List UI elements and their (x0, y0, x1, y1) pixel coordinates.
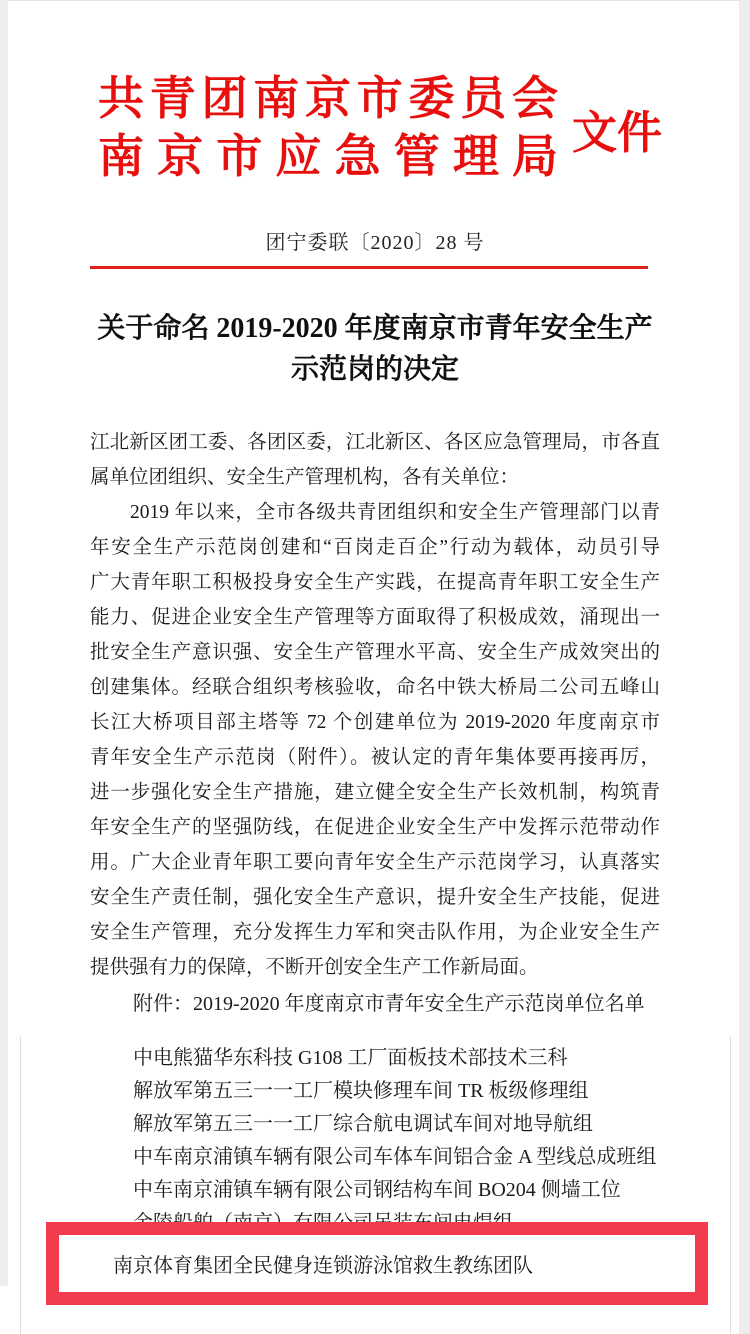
body-line: 广大青年职工积极投身安全生产实践，在提高青年职工安全生产 (90, 572, 660, 593)
screenshot-top-border (0, 0, 750, 1)
red-separator-line (90, 266, 648, 269)
body-line: 用。广大企业青年职工要向青年安全生产示范岗学习，认真落实 (90, 852, 660, 873)
document-body (90, 425, 660, 985)
body-line: 提供强有力的保障，不断开创安全生产工作新局面。 (90, 957, 539, 978)
body-line: 年安全生产示范岗创建和“百岗走百企”行动为载体，动员引导 (90, 537, 660, 558)
body-line: 青年安全生产示范岗（附件）。被认定的青年集体要再接再厉， (90, 747, 660, 768)
page-seam-left (20, 1036, 21, 1334)
document-word: 文件 (571, 107, 662, 158)
list-item: 中车南京浦镇车辆有限公司车体车间铝合金 A 型线总成班组 (133, 1146, 657, 1168)
org-name-line-2: 南京市应急管理局 (98, 131, 558, 182)
body-line: 属单位团组织、安全生产管理机构，各有关单位： (90, 467, 520, 488)
page-seam-right (730, 1036, 731, 1334)
body-line: 江北新区团工委、各团区委，江北新区、各区应急管理局，市各直 (90, 432, 660, 453)
body-line: 创建集体。经联合组织考核验收，命名中铁大桥局二公司五峰山 (90, 677, 660, 698)
page-edge-left (0, 0, 8, 1286)
list-item: 中车南京浦镇车辆有限公司钢结构车间 BO204 侧墙工位 (133, 1179, 621, 1201)
org-name-line-1: 共青团南京市委员会 (98, 73, 558, 124)
highlighted-unit-name: 南京体育集团全民健身连锁游泳馆救生教练团队 (113, 1255, 533, 1277)
body-line: 批安全生产意识强、安全生产管理水平高、安全生产成效突出的 (90, 642, 660, 663)
body-line: 能力、促进企业安全生产管理等方面取得了积极成效，涌现出一 (90, 607, 660, 628)
highlight-annotation-box (46, 1222, 708, 1305)
document-title (60, 308, 690, 390)
body-line: 年安全生产的坚强防线，在促进企业安全生产中发挥示范带动作 (90, 817, 660, 838)
attachment-unit-list (133, 1042, 678, 1240)
body-line: 安全生产管理，充分发挥生力军和突击队作用，为企业安全生产 (90, 922, 660, 943)
list-item: 解放军第五三一一工厂综合航电调试车间对地导航组 (133, 1113, 593, 1135)
title-line-2: 示范岗的决定 (290, 354, 459, 385)
body-line: 进一步强化安全生产措施，建立健全安全生产长效机制，构筑青 (90, 782, 660, 803)
attachment-heading: 附件：2019-2020 年度南京市青年安全生产示范岗单位名单 (133, 993, 645, 1015)
document-number: 团宁委联〔2020〕28 号 (265, 232, 485, 254)
list-item: 中电熊猫华东科技 G108 工厂面板技术部技术三科 (133, 1047, 568, 1069)
body-line: 长江大桥项目部主塔等 72 个创建单位为 2019-2020 年度南京市 (90, 712, 660, 733)
letterhead (98, 70, 662, 186)
page-edge-right (739, 0, 750, 1334)
issuing-organizations (98, 70, 558, 186)
title-line-1: 关于命名 2019-2020 年度南京市青年安全生产 (97, 313, 653, 344)
list-item: 解放军第五三一一工厂模块修理车间 TR 板级修理组 (133, 1080, 589, 1102)
body-line: 2019 年以来，全市各级共青团组织和安全生产管理部门以青 (130, 502, 660, 523)
body-line: 安全生产责任制，强化安全生产意识，提升安全生产技能，促进 (90, 887, 660, 908)
